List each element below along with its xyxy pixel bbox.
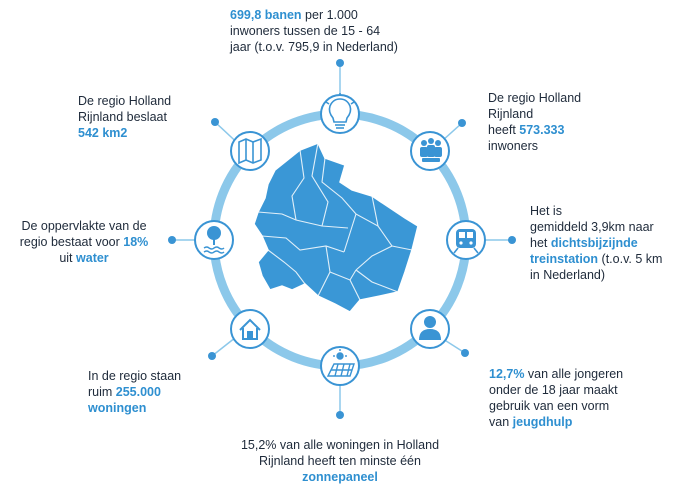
fact-left-bold1: 18% (123, 235, 149, 249)
fact-top-left-line2: Rijnland beslaat (78, 110, 167, 124)
connector-dot-right (508, 236, 516, 244)
fact-bottom-right-line3: gebruik van een vorm (489, 399, 610, 413)
fact-bottom-left (88, 368, 218, 416)
connector-dot-top-right (458, 119, 466, 127)
connector-dot-bottom-left (208, 352, 216, 360)
fact-top-right-line3: heeft (488, 123, 520, 137)
fact-left-line2: regio bestaat voor (19, 235, 124, 249)
fact-left (4, 218, 164, 266)
fact-top-right-line2: Rijnland (488, 107, 534, 121)
fact-bottom-left-bold1: 255.000 (115, 385, 161, 399)
fact-bottom-left-bold2: woningen (88, 401, 147, 415)
fact-bottom-bold: zonnepaneel (302, 470, 378, 484)
connector-dot-bottom-right (461, 349, 469, 357)
fact-top-left-bold: 542 km2 (78, 126, 128, 140)
fact-top-line3: jaar (t.o.v. 795,9 in Nederland) (230, 40, 398, 54)
fact-bottom-right-line1: van alle jongeren (524, 367, 624, 381)
icon-circle-bottom-left (231, 310, 269, 348)
region-map (254, 143, 418, 312)
fact-bottom-right-bold2: jeugdhulp (512, 415, 573, 429)
fact-top-right-bold: 573.333 (519, 123, 565, 137)
fact-left-prefix-uit: uit (59, 251, 77, 265)
fact-top-line2: inwoners tussen de 15 - 64 (230, 24, 381, 38)
fact-bottom-right-line2: onder de 18 jaar maakt (489, 383, 618, 397)
fact-top-line1: per 1.000 (301, 8, 358, 22)
fact-bottom-right-bold: 12,7% (489, 367, 525, 381)
fact-bottom-right (489, 366, 649, 430)
fact-bottom-right-line4: van (489, 415, 513, 429)
fact-top-bold: 699,8 banen (230, 8, 302, 22)
fact-right (530, 203, 680, 283)
fact-left-bold2: water (76, 251, 109, 265)
connector-dot-bottom (336, 411, 344, 419)
fact-top-right-line4: inwoners (488, 139, 539, 153)
fact-right-line3: het (530, 236, 551, 250)
icon-circle-top-left (231, 132, 269, 170)
fact-right-bold2: treinstation (530, 252, 599, 266)
fact-top-right (488, 90, 628, 154)
fact-top-left (78, 93, 218, 141)
fact-bottom (215, 437, 465, 485)
connector-dot-left (168, 236, 176, 244)
fact-top-right-line1: De regio Holland (488, 91, 582, 105)
fact-bottom-line2: Rijnland heeft ten minste één (259, 454, 421, 468)
fact-left-line1: De oppervlakte van de (21, 219, 147, 233)
people-icon (420, 138, 442, 162)
fact-right-bold1: dichtsbijzijnde (550, 236, 638, 250)
fact-right-line4: (t.o.v. 5 km (598, 252, 663, 266)
fact-bottom-line1: 15,2% van alle woningen in Holland (240, 438, 440, 452)
fact-top-left-line1: De regio Holland (78, 94, 172, 108)
fact-right-line5: in Nederland) (530, 268, 606, 282)
fact-bottom-left-line1: In de regio staan (88, 369, 182, 383)
fact-bottom-left-line2: ruim (88, 385, 116, 399)
fact-right-line2: gemiddeld 3,9km naar (530, 220, 654, 234)
connector-dot-top (336, 59, 344, 67)
fact-right-line1: Het is (530, 204, 562, 218)
fact-top (230, 7, 445, 55)
